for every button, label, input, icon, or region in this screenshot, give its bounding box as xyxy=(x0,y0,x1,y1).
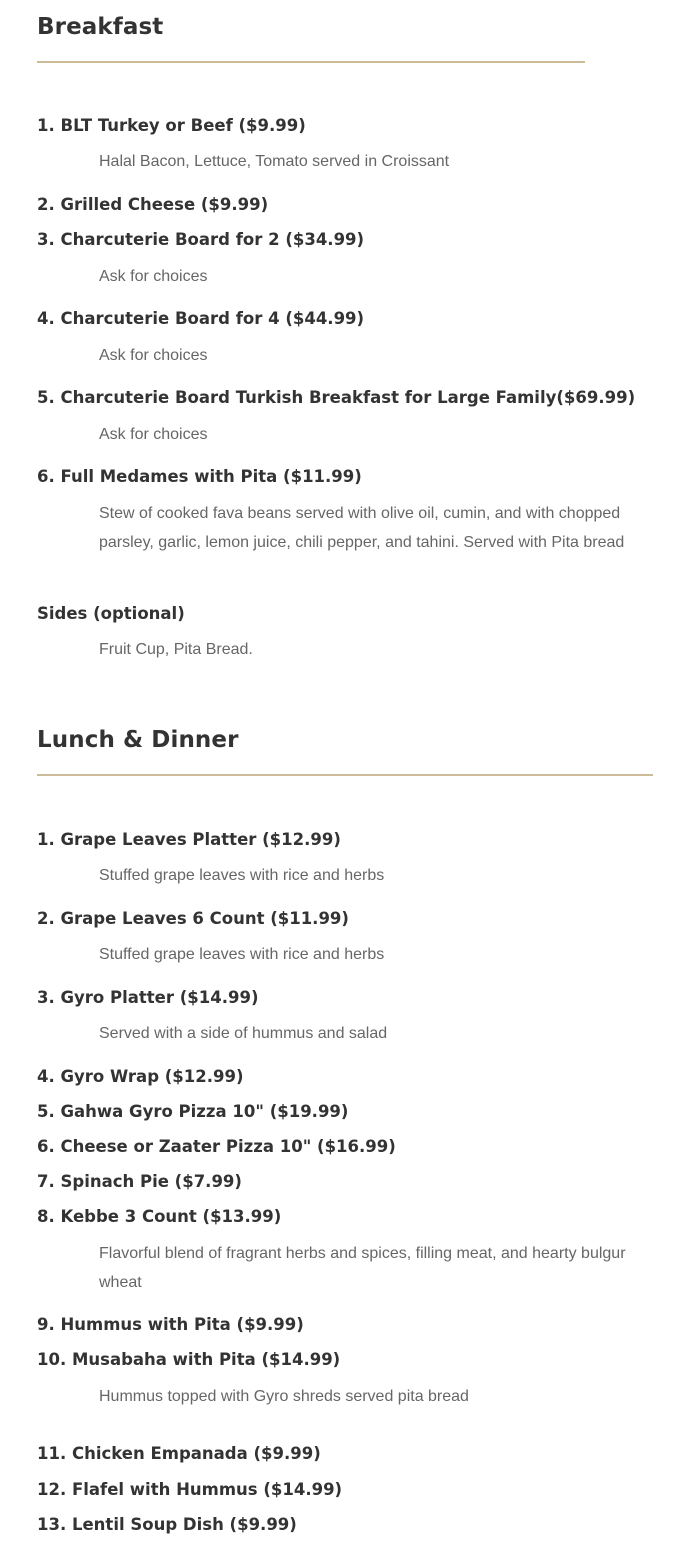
lunch-dinner-divider xyxy=(37,774,653,776)
lunch-item-10: 10. Musabaha with Pita ($14.99) xyxy=(37,1350,341,1369)
lunch-item-6: 6. Cheese or Zaater Pizza 10" ($16.99) xyxy=(37,1137,396,1156)
breakfast-item-4: 4. Charcuterie Board for 4 ($44.99) xyxy=(37,309,365,328)
lunch-dinner-heading: Lunch & Dinner xyxy=(37,727,239,753)
lunch-item-8: 8. Kebbe 3 Count ($13.99) xyxy=(37,1207,282,1226)
breakfast-heading: Breakfast xyxy=(37,14,164,40)
lunch-item-2-description: Stuffed grape leaves with rice and herbs xyxy=(99,946,385,963)
lunch-item-13: 13. Lentil Soup Dish ($9.99) xyxy=(37,1515,297,1534)
lunch-item-11: 11. Chicken Empanada ($9.99) xyxy=(37,1444,321,1463)
lunch-dinner-section xyxy=(37,725,239,755)
breakfast-item-5: 5. Charcuterie Board Turkish Breakfast for Large Family($69.99) xyxy=(37,388,636,407)
lunch-item-1: 1. Grape Leaves Platter ($12.99) xyxy=(37,830,341,849)
lunch-item-7: 7. Spinach Pie ($7.99) xyxy=(37,1172,242,1191)
lunch-item-10-description: Hummus topped with Gyro shreds served pita bread xyxy=(99,1388,469,1405)
lunch-item-2: 2. Grape Leaves 6 Count ($11.99) xyxy=(37,909,349,928)
breakfast-item-5-description: Ask for choices xyxy=(99,426,208,443)
breakfast-section xyxy=(37,12,163,42)
breakfast-item-6-description: Stew of cooked fava beans served with olive oil, cumin, and with chopped parsley, garlic, lemon juice, chili pepper, and tahini. Served with Pita bread xyxy=(99,505,625,551)
lunch-item-5: 5. Gahwa Gyro Pizza 10" ($19.99) xyxy=(37,1102,349,1121)
breakfast-item-4-description: Ask for choices xyxy=(99,347,208,364)
lunch-item-9: 9. Hummus with Pita ($9.99) xyxy=(37,1315,304,1334)
breakfast-divider xyxy=(37,61,585,63)
lunch-item-3: 3. Gyro Platter ($14.99) xyxy=(37,988,259,1007)
lunch-item-12: 12. Flafel with Hummus ($14.99) xyxy=(37,1480,343,1499)
breakfast-item-3: 3. Charcuterie Board for 2 ($34.99) xyxy=(37,230,365,249)
lunch-item-4: 4. Gyro Wrap ($12.99) xyxy=(37,1067,244,1086)
breakfast-item-1-description: Halal Bacon, Lettuce, Tomato served in Croissant xyxy=(99,153,450,170)
lunch-item-3-description: Served with a side of hummus and salad xyxy=(99,1025,388,1042)
lunch-item-8-description: Flavorful blend of fragrant herbs and spices, filling meat, and hearty bulgur wheat xyxy=(99,1245,626,1291)
breakfast-sides-description: Fruit Cup, Pita Bread. xyxy=(99,641,253,658)
breakfast-item-2: 2. Grilled Cheese ($9.99) xyxy=(37,195,269,214)
breakfast-sides: Sides (optional) xyxy=(37,604,185,623)
breakfast-item-1: 1. BLT Turkey or Beef ($9.99) xyxy=(37,116,306,135)
lunch-item-1-description: Stuffed grape leaves with rice and herbs xyxy=(99,867,385,884)
breakfast-item-6: 6. Full Medames with Pita ($11.99) xyxy=(37,467,362,486)
breakfast-item-3-description: Ask for choices xyxy=(99,268,208,285)
